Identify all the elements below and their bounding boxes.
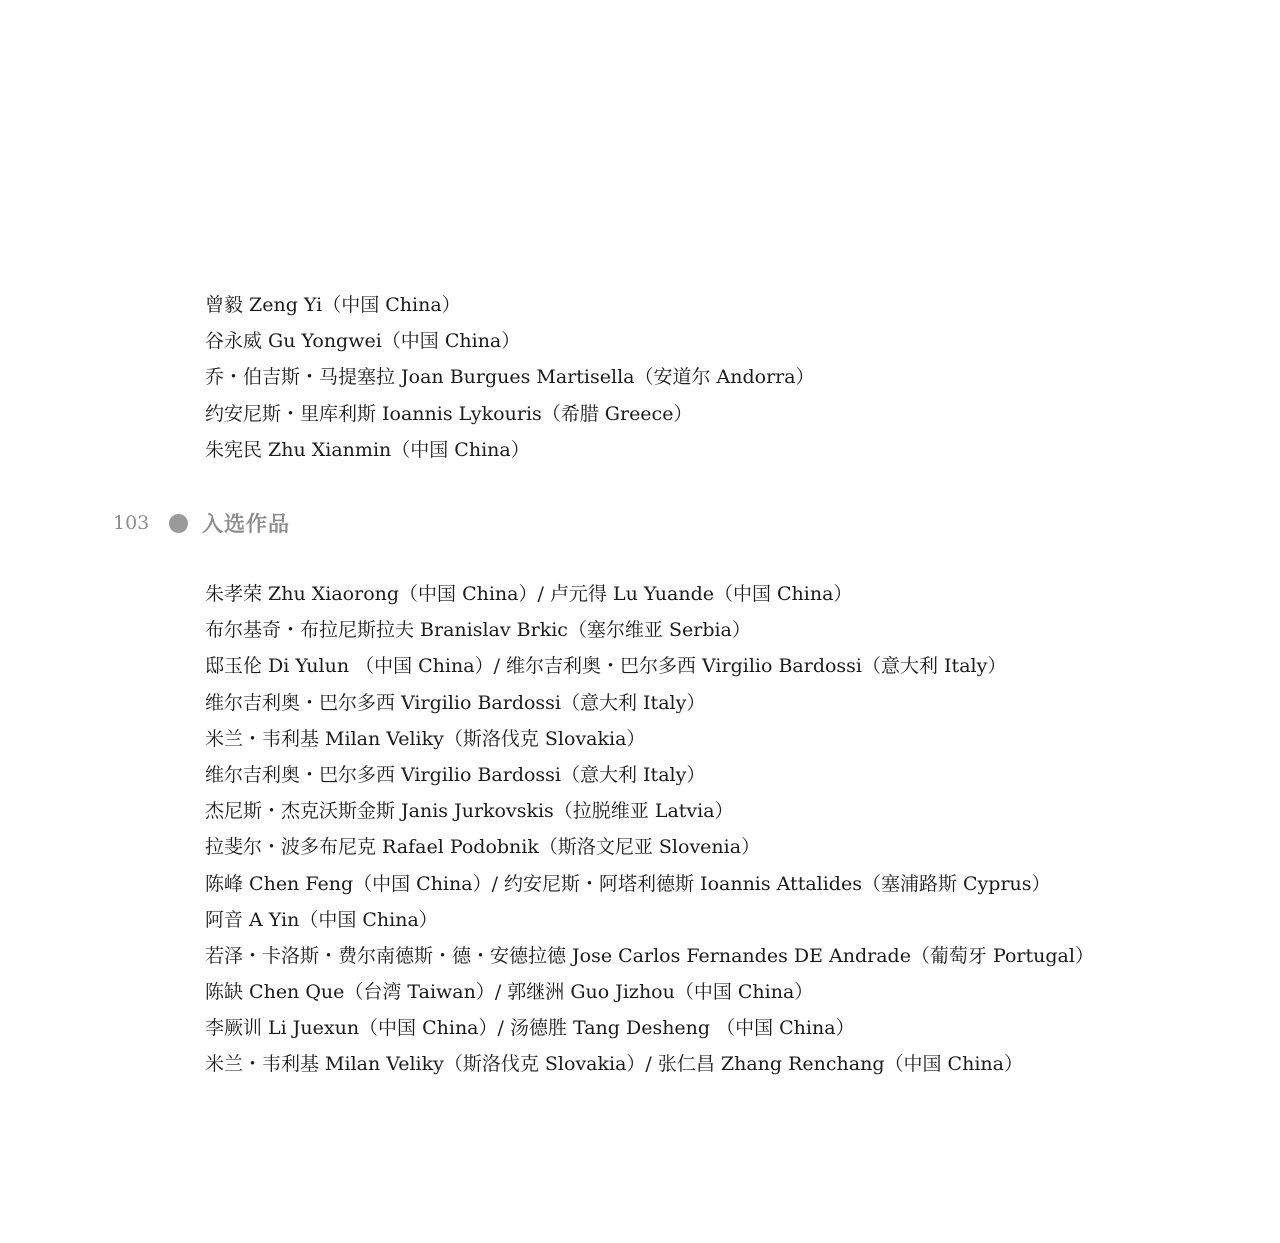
- list-item: 朱孝荣 Zhu Xiaorong（中国 China）/ 卢元得 Lu Yuande（中国 China）: [205, 583, 853, 605]
- list-item: 拉斐尔・波多布尼克 Rafael Podobnik（斯洛文尼亚 Slovenia）: [205, 836, 761, 859]
- list-item: 若泽・卡洛斯・费尔南德斯・德・安德拉德 Jose Carlos Fernandes DE Andrade（葡萄牙 Portugal）: [205, 944, 1094, 967]
- list-item: 维尔吉利奥・巴尔多西 Virgilio Bardossi（意大利 Italy）: [205, 691, 706, 714]
- list-item: 阿音 A Yin（中国 China）: [205, 908, 438, 931]
- list-item: 谷永威 Gu Yongwei（中国 China）: [205, 330, 521, 353]
- list-item: 杰尼斯・杰克沃斯金斯 Janis Jurkovskis（拉脱维亚 Latvia）: [205, 800, 734, 823]
- list-item: 陈峰 Chen Feng（中国 China）/ 约安尼斯・阿塔利德斯 Ioannis Attalides（塞浦路斯 Cyprus）: [205, 872, 1051, 895]
- section-header: [113, 505, 290, 541]
- list-item: 乔・伯吉斯・马提塞拉 Joan Burgues Martisella（安道尔 Andorra）: [205, 366, 815, 389]
- list-item: 布尔基奇・布拉尼斯拉夫 Branislav Brkic（塞尔维亚 Serbia）: [205, 619, 751, 642]
- credit-list-bottom: [205, 576, 1094, 1083]
- list-item: 米兰・韦利基 Milan Veliky（斯洛伐克 Slovakia）: [205, 727, 646, 750]
- list-item: 约安尼斯・里库利斯 Ioannis Lykouris（希腊 Greece）: [205, 402, 693, 425]
- list-item: 朱宪民 Zhu Xianmin（中国 China）: [205, 438, 530, 461]
- page-number: 103: [113, 512, 150, 534]
- section-title: 入选作品: [202, 512, 290, 536]
- list-item: 李厥训 Li Juexun（中国 China）/ 汤德胜 Tang Desheng （中国 China）: [205, 1017, 855, 1040]
- list-item: 邸玉伦 Di Yulun （中国 China）/ 维尔吉利奥・巴尔多西 Virgilio Bardossi（意大利 Italy）: [205, 655, 1007, 678]
- list-item: 米兰・韦利基 Milan Veliky（斯洛伐克 Slovakia）/ 张仁昌 Zhang Renchang（中国 China）: [205, 1053, 1023, 1076]
- credit-list-top: [205, 287, 815, 468]
- list-item: 曾毅 Zeng Yi（中国 China）: [205, 294, 461, 316]
- list-item: 陈缺 Chen Que（台湾 Taiwan）/ 郭继洲 Guo Jizhou（中国 China）: [205, 981, 814, 1004]
- bullet-dot-icon: [169, 514, 188, 533]
- list-item: 维尔吉利奥・巴尔多西 Virgilio Bardossi（意大利 Italy）: [205, 763, 706, 786]
